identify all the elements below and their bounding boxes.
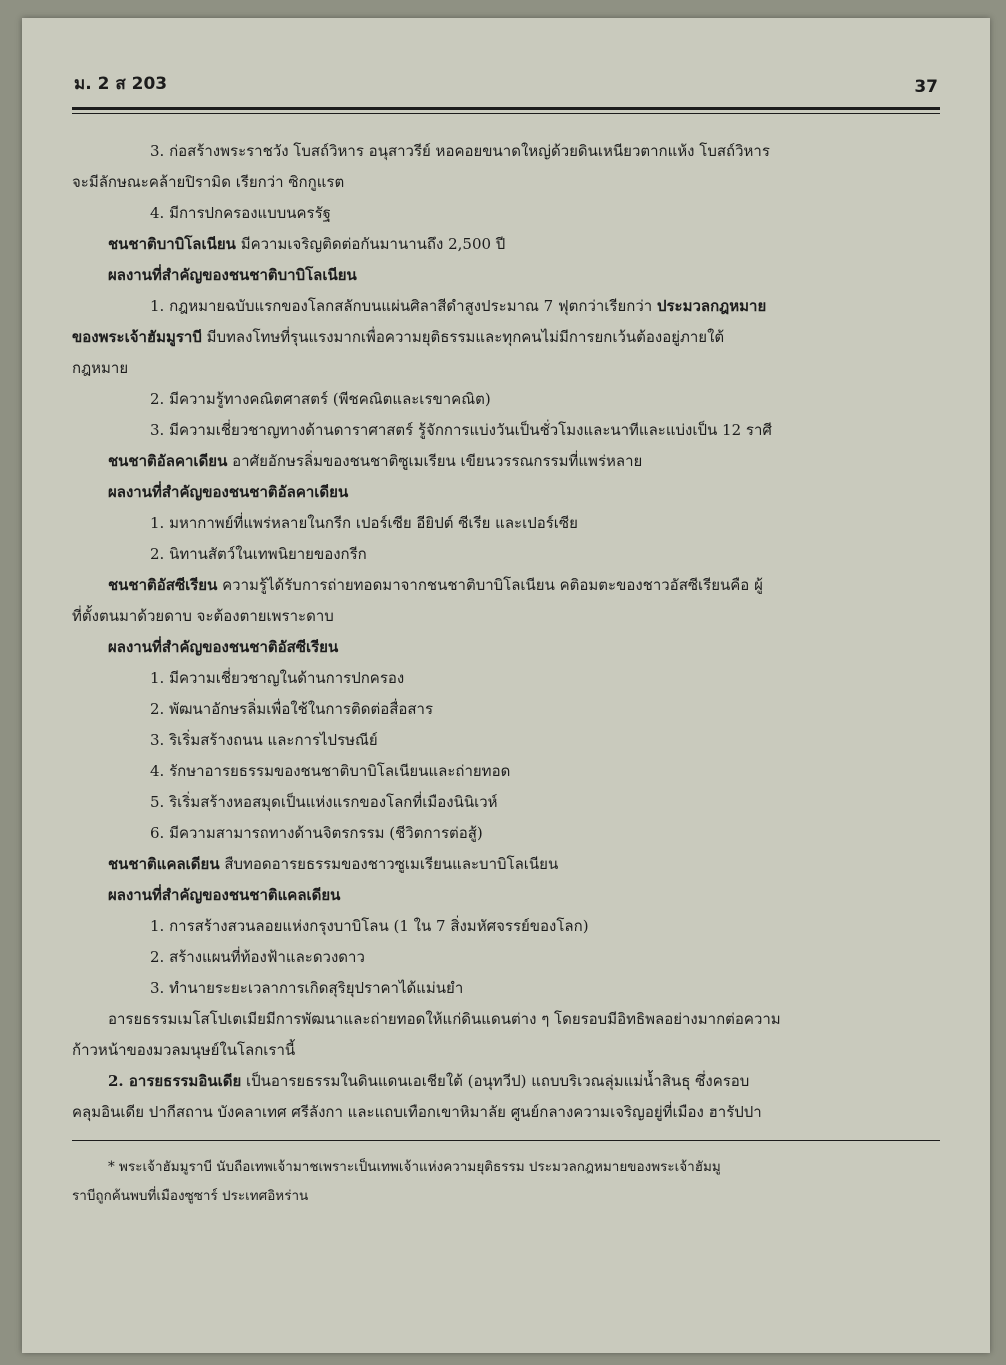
text-line-30 [72, 1035, 940, 1066]
text-line-8 [72, 353, 940, 384]
line-text: ความรู้ได้รับการถ่ายทอดมาจากชนชาติบาบิโลเนียน คติอมตะของชาวอัสซีเรียนคือ ผู้ [217, 576, 763, 594]
text-line-17 [72, 632, 940, 663]
text-line-20 [72, 725, 940, 756]
text-line-11 [72, 446, 940, 477]
text-line-15 [72, 570, 940, 601]
document-page [22, 18, 990, 1353]
text-line-9 [72, 384, 940, 415]
line-text: มีความเจริญติดต่อกันมานานถึง 2,500 ปี [235, 235, 506, 253]
line-text: อาศัยอักษรลิ่มของชนชาติซูเมเรียน เขียนวรรณกรรมที่แพร่หลาย [227, 452, 643, 470]
line-text: มีบทลงโทษที่รุนแรงมากเพื่อความยุติธรรมและทุกคนไม่มีการยกเว้นต้องอยู่ภายใต้ [201, 328, 725, 346]
text-line-6 [72, 291, 940, 322]
footnote-line-1: * พระเจ้าฮัมมูราบี นับถือเทพเจ้ามาชเพราะเป็นเทพเจ้าแห่งความยุติธรรม ประมวลกฎหมายของพระเจ้าฮัมมู [108, 1159, 721, 1175]
line-text: 3. ก่อสร้างพระราชวัง โบสถ์วิหาร อนุสาวรีย์ หอคอยขนาดใหญ่ด้วยดินเหนียวตากแห้ง โบสถ์วิหาร [150, 142, 770, 160]
bold-lead: ชนชาติอัลคาเดียน [108, 452, 228, 470]
line-text: สืบทอดอารยธรรมของชาวซูเมเรียนและบาบิโลเนียน [219, 855, 559, 873]
line-text: ก้าวหน้าของมวลมนุษย์ในโลกเรานี้ [72, 1041, 296, 1059]
text-line-13 [72, 508, 940, 539]
bold-lead: ชนชาติอัสซีเรียน [108, 576, 218, 594]
line-text: อารยธรรมเมโสโปเตเมียมีการพัฒนาและถ่ายทอดให้แก่ดินแดนต่าง ๆ โดยรอบมีอิทธิพลอย่างมากต่อความ [108, 1010, 781, 1028]
text-line-23 [72, 818, 940, 849]
bold-lead: ชนชาติแคลเดียน [108, 855, 220, 873]
bold-lead: ของพระเจ้าฮัมมูราบี [72, 328, 202, 346]
line-text: 1. มีความเชี่ยวชาญในด้านการปกครอง [150, 669, 405, 687]
footnote-rule [72, 1140, 940, 1141]
text-line-26 [72, 911, 940, 942]
text-line-12 [72, 477, 940, 508]
line-text: 2. มีความรู้ทางคณิตศาสตร์ (พีชคณิตและเรขาคณิต) [150, 390, 491, 408]
line-text: 1. กฎหมายฉบับแรกของโลกสลักบนแผ่นศิลาสีดำสูงประมาณ 7 ฟุตกว่าเรียกว่า [150, 297, 657, 315]
text-line-10 [72, 415, 940, 446]
line-text: 1. การสร้างสวนลอยแห่งกรุงบาบิโลน (1 ใน 7 สิ่งมหัศจรรย์ของโลก) [150, 917, 589, 935]
footnote [72, 1153, 940, 1211]
line-text: 5. ริเริ่มสร้างหอสมุดเป็นแห่งแรกของโลกที่เมืองนินิเวห์ [150, 793, 498, 811]
line-text: 2. สร้างแผนที่ท้องฟ้าและดวงดาว [150, 948, 365, 966]
text-line-1 [72, 136, 940, 167]
text-line-3 [72, 198, 940, 229]
footnote-line-2: ราบีถูกค้นพบที่เมืองซูซาร์ ประเทศอิหร่าน [72, 1188, 309, 1204]
text-line-16 [72, 601, 940, 632]
text-line-7 [72, 322, 940, 353]
bold-lead: ชนชาติบาบิโลเนียน [108, 235, 236, 253]
line-text: 6. มีความสามารถทางด้านจิตรกรรม (ชีวิตการต่อสู้) [150, 824, 483, 842]
line-text: ผลงานที่สำคัญของชนชาติบาบิโลเนียน [108, 266, 357, 284]
text-line-19 [72, 694, 940, 725]
text-line-25 [72, 880, 940, 911]
page-number: 37 [914, 77, 938, 97]
page-content [72, 70, 940, 1211]
line-text: ผลงานที่สำคัญของชนชาติอัสซีเรียน [108, 638, 339, 656]
text-line-14 [72, 539, 940, 570]
line-text: 1. มหากาพย์ที่แพร่หลายในกรีก เปอร์เซีย อียิปต์ ซีเรีย และเปอร์เซีย [150, 514, 578, 532]
line-text: 4. รักษาอารยธรรมของชนชาติบาบิโลเนียนและถ่ายทอด [150, 762, 511, 780]
text-line-31 [72, 1066, 940, 1097]
line-text: 3. ริเริ่มสร้างถนน และการไปรษณีย์ [150, 731, 378, 749]
text-line-24 [72, 849, 940, 880]
line-text: 3. มีความเชี่ยวชาญทางด้านดาราศาสตร์ รู้จักการแบ่งวันเป็นชั่วโมงและนาทีและแบ่งเป็น 12 ราศี [150, 421, 772, 439]
line-text: ผลงานที่สำคัญของชนชาติแคลเดียน [108, 886, 341, 904]
line-text: เป็นอารยธรรมในดินแดนเอเชียใต้ (อนุทวีป) แถบบริเวณลุ่มแม่น้ำสินธุ ซึ่งครอบ [241, 1072, 750, 1090]
line-text: ผลงานที่สำคัญของชนชาติอัลคาเดียน [108, 483, 349, 501]
line-text: 2. นิทานสัตว์ในเทพนิยายของกรีก [150, 545, 367, 563]
page-header [72, 70, 940, 97]
text-line-2 [72, 167, 940, 198]
bold-tail: ประมวลกฎหมาย [656, 297, 767, 315]
body-text [72, 136, 940, 1128]
line-text: จะมีลักษณะคล้ายปิรามิด เรียกว่า ซิกกูแรต [72, 173, 345, 191]
line-text: ที่ตั้งตนมาด้วยดาบ จะต้องตายเพราะดาบ [72, 607, 334, 625]
line-text: 2. พัฒนาอักษรลิ่มเพื่อใช้ในการติดต่อสื่อสาร [150, 700, 434, 718]
header-rule-thick [72, 107, 940, 110]
text-line-22 [72, 787, 940, 818]
line-text: 4. มีการปกครองแบบนครรัฐ [150, 204, 331, 222]
text-line-32 [72, 1097, 940, 1128]
text-line-4 [72, 229, 940, 260]
text-line-27 [72, 942, 940, 973]
text-line-28 [72, 973, 940, 1004]
text-line-5 [72, 260, 940, 291]
header-course-code: ม. 2 ส 203 [74, 74, 168, 94]
line-text: 3. ทำนายระยะเวลาการเกิดสุริยุปราคาได้แม่นยำ [150, 979, 464, 997]
text-line-21 [72, 756, 940, 787]
text-line-18 [72, 663, 940, 694]
text-line-29 [72, 1004, 940, 1035]
line-text: กฎหมาย [72, 359, 129, 377]
line-text: คลุมอินเดีย ปากีสถาน บังคลาเทศ ศรีลังกา และแถบเทือกเขาหิมาลัย ศูนย์กลางความเจริญอยู่ที่เมือง ฮารัปปา [72, 1103, 762, 1121]
header-rule-thin [72, 113, 940, 114]
bold-lead: 2. อารยธรรมอินเดีย [108, 1072, 242, 1090]
